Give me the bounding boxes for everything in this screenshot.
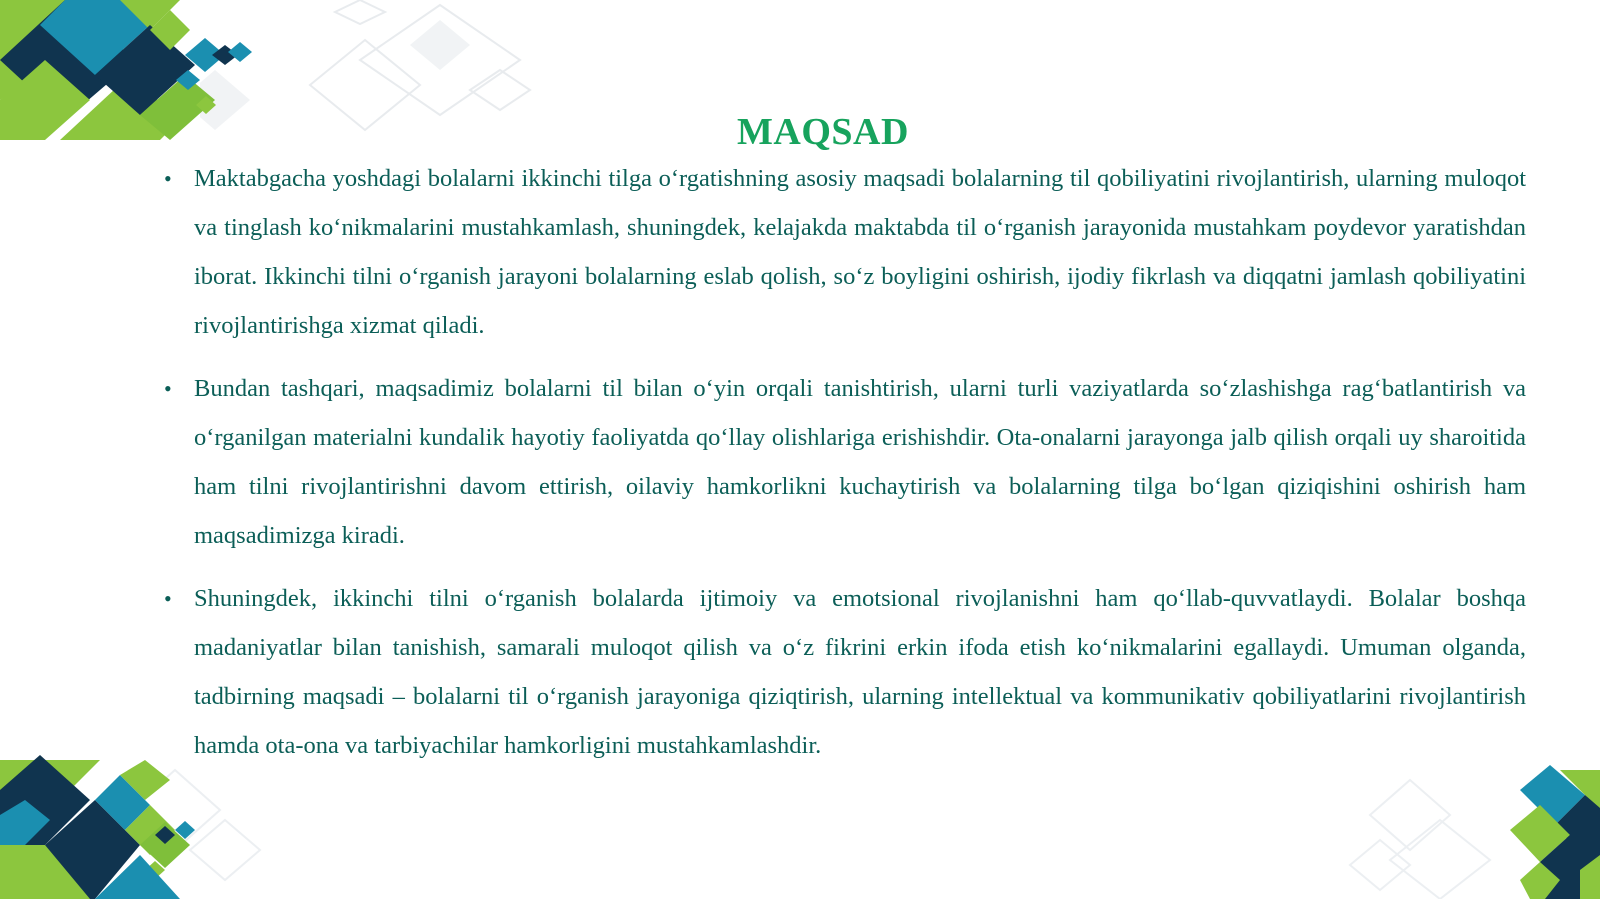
bullet-marker: • bbox=[164, 166, 172, 191]
bullet-text: Bundan tashqari, maqsadimiz bolalarni til bilan o‘yin orqali tanishtirish, ularni turli vaziyatlarda so‘zlashishga rag‘batlantirish va o‘rganilgan materialni kundalik hayotiy faoliyatda qo‘llay olishlariga erishishdir. Ota-onalarni jarayonga jalb qilish orqali uy sharoitida ham tilni rivojlantirishni davom ettirish, oilaviy hamkorlikni kuchaytirish va bolalarning tilga bo‘lgan qiziqishini oshirish ham maqsadimizga kiradi. bbox=[194, 375, 1526, 549]
bullet-text: Shuningdek, ikkinchi tilni o‘rganish bolalarda ijtimoiy va emotsional rivojlanishni ham qo‘llab-quvvatlaydi. Bolalar boshqa madaniyatlar bilan tanishish, samarali muloqot qilish va o‘z fikrini erkin ifoda etish ko‘nikmalarini egallaydi. Umuman olganda, tadbirning maqsadi – bolalarni til o‘rganish jarayoniga qiziqtirish, ularning intellektual va kommunikativ qobiliyatlarini rivojlantirish hamda ota-ona va tarbiyachilar hamkorligini mustahkamlashdir. bbox=[194, 585, 1526, 759]
slide-title: MAQSAD bbox=[737, 111, 909, 154]
bottom-right-geometric-pattern bbox=[1510, 765, 1600, 899]
list-item bbox=[160, 154, 1526, 350]
faint-diamond-outlines-bottom bbox=[130, 770, 1490, 899]
bullet-text: Maktabgacha yoshdagi bolalarni ikkinchi tilga o‘rgatishning asosiy maqsadi bolalarning til qobiliyatini rivojlantirish, ularning muloqot va tinglash ko‘nikmalarini mustahkamlash, shuningdek, kelajakda maktabda til o‘rganish jarayonida mustahkam poydevor yaratishdan iborat. Ikkinchi tilni o‘rganish jarayoni bolalarning eslab qolish, so‘z boyligini oshirish, ijodiy fikrlash va diqqatni jamlash qobiliyatini rivojlantirishga xizmat qiladi. bbox=[194, 165, 1526, 339]
list-item bbox=[160, 574, 1526, 770]
bullet-marker: • bbox=[164, 586, 172, 611]
bullet-list bbox=[160, 154, 1526, 784]
bullet-marker: • bbox=[164, 376, 172, 401]
list-item bbox=[160, 364, 1526, 560]
